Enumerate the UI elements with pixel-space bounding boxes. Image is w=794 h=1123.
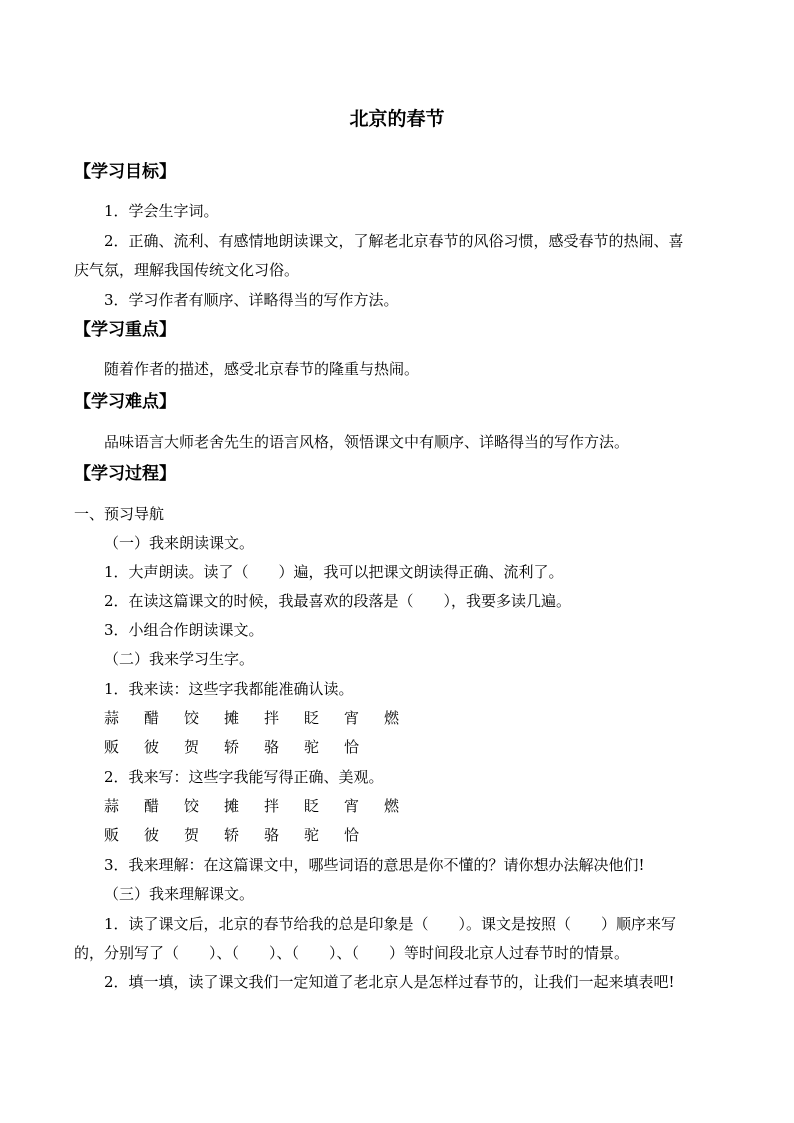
char: 轿: [224, 826, 240, 844]
char: 饺: [184, 709, 200, 727]
part1-item-3: 3．小组合作朗读课文。: [104, 621, 264, 639]
section-heading-goals: 【学习目标】: [74, 162, 176, 182]
goal-item-3: 3．学习作者有顺序、详略得当的写作方法。: [104, 291, 399, 309]
section-heading-focus: 【学习重点】: [74, 320, 176, 340]
char: 饺: [184, 797, 200, 815]
char: 燃: [384, 797, 400, 815]
part3-item-2: 2．填一填，读了课文我们一定知道了老北京人是怎样过春节的，让我们一起来填表吧!: [104, 973, 675, 991]
char: 眨: [304, 709, 320, 727]
part2-title: （二）我来学习生字。: [104, 650, 255, 668]
char: 骆: [264, 738, 280, 756]
part1-item-2: 2．在读这篇课文的时候，我最喜欢的段落是（ ），我要多读几遍。: [104, 592, 572, 610]
char: 贩: [104, 826, 120, 844]
part1-item-1: 1．大声朗读。读了（ ）遍，我可以把课文朗读得正确、流利了。: [104, 563, 564, 581]
char: 恰: [344, 826, 360, 844]
part2-write-label: 2．我来写：这些字我能写得正确、美观。: [104, 768, 384, 786]
char: 驼: [304, 738, 320, 756]
section-heading-process: 【学习过程】: [74, 464, 176, 484]
char: 宵: [344, 709, 360, 727]
char: 拌: [264, 797, 280, 815]
char: 彼: [144, 826, 160, 844]
part2-read-label: 1．我来读：这些字我都能准确认读。: [104, 680, 354, 698]
part2-understand-label: 3．我来理解：在这篇课文中，哪些词语的意思是你不懂的？请你想办法解决他们!: [104, 856, 645, 874]
char: 摊: [224, 797, 240, 815]
char: 驼: [304, 826, 320, 844]
part1-title: （一）我来朗读课文。: [104, 534, 255, 552]
difficulty-text: 品味语言大师老舍先生的语言风格，领悟课文中有顺序、详略得当的写作方法。: [104, 433, 630, 451]
char: 眨: [304, 797, 320, 815]
char: 拌: [264, 709, 280, 727]
goal-item-2: 2．正确、流利、有感情地朗读课文，了解老北京春节的风俗习惯，感受春节的热闹、喜: [104, 232, 684, 250]
part3-item-1-continued: 的，分别写了（ ）、（ ）、（ ）、（ ）等时间段北京人过春节时的情景。: [74, 944, 630, 962]
char: 贩: [104, 738, 120, 756]
char: 醋: [144, 709, 160, 727]
part3-title: （三）我来理解课文。: [104, 885, 255, 903]
char: 醋: [144, 797, 160, 815]
goal-item-1: 1．学会生字词。: [104, 202, 219, 220]
page-title: 北京的春节: [349, 108, 445, 130]
part3-item-1: 1．读了课文后，北京的春节给我的总是印象是（ ）。课文是按照（ ）顺序来写: [104, 915, 677, 933]
preview-title: 一、预习导航: [74, 505, 165, 523]
focus-text: 随着作者的描述，感受北京春节的隆重与热闹。: [104, 360, 420, 378]
char: 轿: [224, 738, 240, 756]
char: 宵: [344, 797, 360, 815]
char: 蒜: [104, 797, 120, 815]
char: 恰: [344, 738, 360, 756]
char: 骆: [264, 826, 280, 844]
section-heading-difficulty: 【学习难点】: [74, 392, 176, 412]
char: 蒜: [104, 709, 120, 727]
char: 贺: [184, 738, 200, 756]
char: 燃: [384, 709, 400, 727]
char: 彼: [144, 738, 160, 756]
char: 摊: [224, 709, 240, 727]
char: 贺: [184, 826, 200, 844]
goal-item-2-continued: 庆气氛，理解我国传统文化习俗。: [74, 261, 300, 279]
